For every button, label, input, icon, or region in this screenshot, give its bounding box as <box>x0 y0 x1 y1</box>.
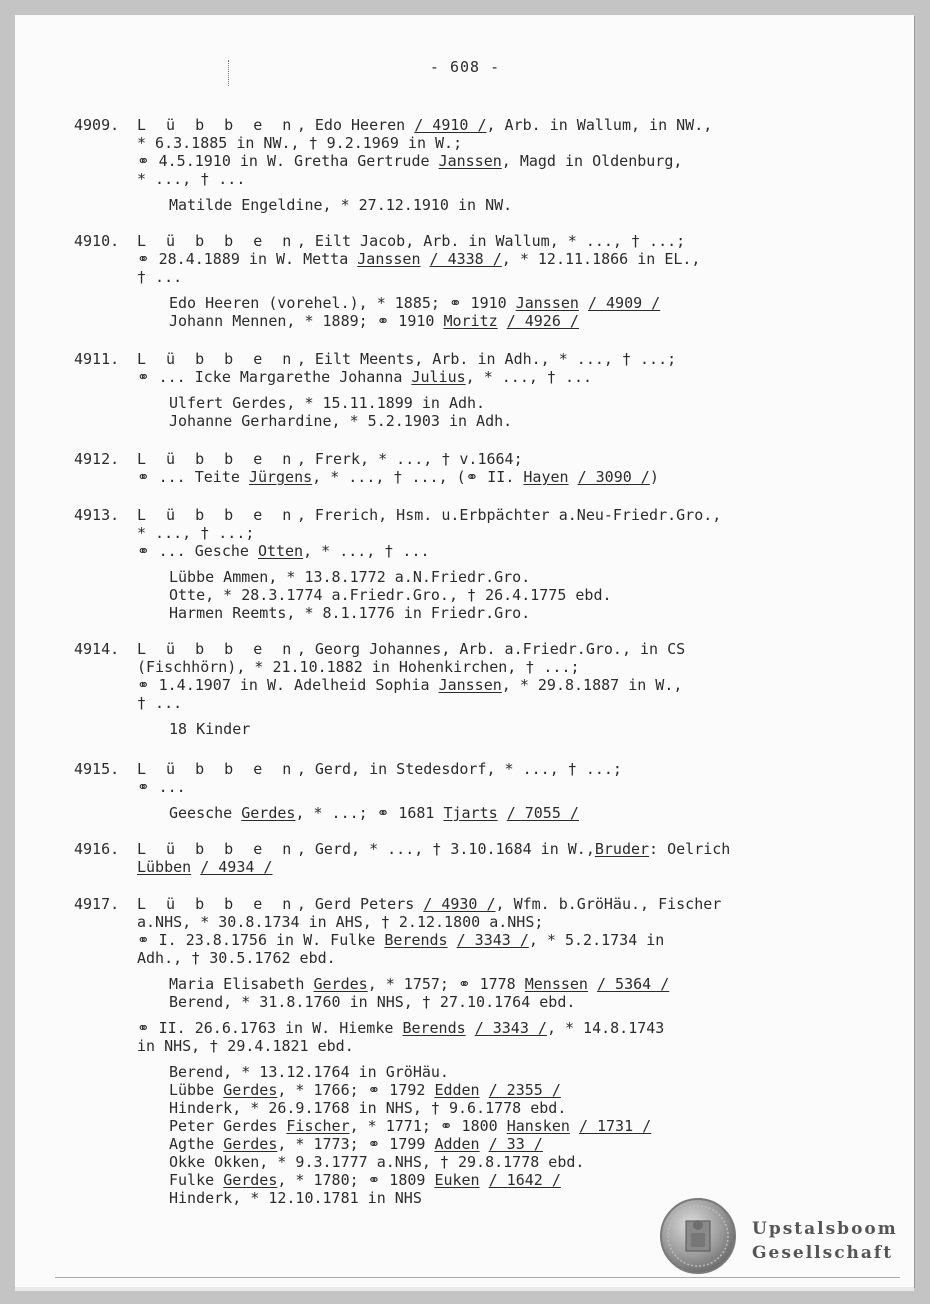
text-line <box>137 676 685 694</box>
text-line: in NHS, † 29.4.1821 ebd. <box>137 1037 354 1055</box>
family-name: L ü b b e n <box>137 232 297 250</box>
linked-surname: Gerdes <box>223 1135 278 1153</box>
text-fragment: , Wfm. b.GröHäu., Fischer <box>495 895 722 913</box>
text-line: Hinderk, * 12.10.1781 in NHS <box>169 1189 422 1207</box>
text-line: * ..., † ... <box>137 170 246 188</box>
text-fragment: Peter Gerdes <box>169 1117 287 1135</box>
text-line: Hinderk, * 26.9.1768 in NHS, † 9.6.1778 ebd. <box>169 1099 567 1117</box>
text-fragment <box>569 468 578 486</box>
text-fragment: , * 12.11.1866 in EL., <box>501 250 701 268</box>
text-fragment: , Georg Johannes, Arb. a.Friedr.Gro., in CS <box>296 640 686 658</box>
children-list <box>169 568 721 622</box>
children-list-second-marriage <box>169 1063 721 1207</box>
text-fragment: ⚭ 28.4.1889 in W. Metta <box>137 250 358 268</box>
text-fragment: , * 1771; ⚭ 1800 <box>349 1117 507 1135</box>
entry-body <box>137 232 700 330</box>
text-fragment: , * 14.8.1743 <box>546 1019 665 1037</box>
text-fragment: , Frerich, Hsm. u.Erbpächter a.Neu-Friedr.Gro., <box>296 506 722 524</box>
text-line <box>137 450 659 468</box>
cross-reference: / 4910 / <box>414 116 487 134</box>
society-name-line1: Upstalsboom <box>752 1219 898 1239</box>
text-line: Ulfert Gerdes, * 15.11.1899 in Adh. <box>169 394 486 412</box>
text-line <box>169 1135 721 1153</box>
children-list <box>169 804 622 822</box>
entry-body <box>137 506 721 622</box>
cross-reference: / 7055 / <box>506 804 579 822</box>
cross-reference: / 3090 / <box>577 468 650 486</box>
text-fragment: , Arb. in Wallum, in NW., <box>486 116 713 134</box>
linked-surname: Moritz <box>443 312 498 330</box>
family-name: L ü b b e n <box>137 116 297 134</box>
linked-surname: Gerdes <box>223 1171 278 1189</box>
text-fragment: , * 29.8.1887 in W., <box>501 676 683 694</box>
text-line <box>137 931 721 949</box>
text-line: Lübbe Ammen, * 13.8.1772 a.N.Friedr.Gro. <box>169 568 531 586</box>
text-line <box>137 152 712 170</box>
text-line <box>137 506 721 524</box>
linked-surname: Euken <box>434 1171 480 1189</box>
text-fragment: , Gerd Peters <box>296 895 424 913</box>
linked-surname: Hansken <box>506 1117 570 1135</box>
family-name: L ü b b e n <box>137 760 297 778</box>
entry-number: 4916. <box>74 840 120 858</box>
text-fragment: ⚭ ... Gesche <box>137 542 258 560</box>
text-fragment: Geesche <box>169 804 242 822</box>
society-name <box>752 1217 898 1265</box>
text-line <box>169 1117 721 1135</box>
text-fragment: Edo Heeren (vorehel.), * 1885; ⚭ 1910 <box>169 294 516 312</box>
entry-number: 4915. <box>74 760 120 778</box>
text-fragment: : Oelrich <box>649 840 731 858</box>
entry-body <box>137 840 730 876</box>
text-line: Johanne Gerhardine, * 5.2.1903 in Adh. <box>169 412 513 430</box>
text-line <box>137 468 659 486</box>
linked-surname: Janssen <box>438 676 502 694</box>
frame-edge <box>15 1287 914 1291</box>
linked-surname: Edden <box>434 1081 480 1099</box>
cross-reference: / 4934 / <box>200 858 273 876</box>
text-fragment: ⚭ ... Icke Margarethe Johanna <box>137 368 412 386</box>
children-list <box>169 196 712 214</box>
page-number: - 608 - <box>429 58 501 76</box>
linked-surname: Janssen <box>438 152 502 170</box>
linked-surname: Gerdes <box>241 804 296 822</box>
text-line: † ... <box>137 268 183 286</box>
text-line <box>137 368 676 386</box>
text-fragment <box>448 931 457 949</box>
text-line <box>169 294 700 312</box>
text-fragment: , * 1766; ⚭ 1792 <box>277 1081 435 1099</box>
entry-number: 4913. <box>74 506 120 524</box>
text-fragment: ⚭ 4.5.1910 in W. Gretha Gertrude <box>137 152 439 170</box>
text-fragment: , * ...; ⚭ 1681 <box>295 804 444 822</box>
text-line: Berend, * 31.8.1760 in NHS, † 27.10.1764 ebd. <box>169 993 576 1011</box>
linked-surname: Janssen <box>357 250 421 268</box>
text-fragment: , Edo Heeren <box>296 116 415 134</box>
text-fragment: , Magd in Oldenburg, <box>501 152 683 170</box>
text-fragment: , * 1757; ⚭ 1778 <box>367 975 525 993</box>
linked-surname: Tjarts <box>443 804 498 822</box>
text-line <box>137 640 685 658</box>
children-list <box>169 975 721 1011</box>
text-line: * 6.3.1885 in NW., † 9.2.1969 in W.; <box>137 134 463 152</box>
family-name: L ü b b e n <box>137 450 297 468</box>
text-line: Berend, * 13.12.1764 in GröHäu. <box>169 1063 449 1081</box>
family-name: L ü b b e n <box>137 640 297 658</box>
linked-surname: Lübben <box>137 858 192 876</box>
society-name-line2: Gesellschaft <box>752 1243 894 1263</box>
linked-surname: Janssen <box>515 294 579 312</box>
text-fragment: , * 5.2.1734 in <box>528 931 665 949</box>
entry-body <box>137 760 622 822</box>
entry-number: 4910. <box>74 232 120 250</box>
text-fragment: , * 1773; ⚭ 1799 <box>277 1135 435 1153</box>
text-fragment: , * ..., † ... <box>303 542 430 560</box>
linked-surname: Bruder <box>594 840 650 858</box>
cross-reference: / 3343 / <box>456 931 529 949</box>
text-line <box>169 1081 721 1099</box>
text-fragment: ⚭ I. 23.8.1756 in W. Fulke <box>137 931 385 949</box>
family-name: L ü b b e n <box>137 895 297 913</box>
linked-surname: Gerdes <box>223 1081 278 1099</box>
text-fragment: , * 1780; ⚭ 1809 <box>277 1171 435 1189</box>
entry-number: 4912. <box>74 450 120 468</box>
linked-surname: Menssen <box>524 975 588 993</box>
text-line: Harmen Reemts, * 8.1.1776 in Friedr.Gro. <box>169 604 531 622</box>
family-name: L ü b b e n <box>137 350 297 368</box>
entry-number: 4909. <box>74 116 120 134</box>
bottom-rule <box>55 1277 900 1278</box>
children-list <box>169 720 685 738</box>
text-fragment: , Gerd, * ..., † 3.10.1684 in W., <box>296 840 595 858</box>
text-line <box>137 1019 721 1037</box>
cross-reference: / 33 / <box>488 1135 543 1153</box>
linked-surname: Berends <box>402 1019 466 1037</box>
children-list <box>169 294 700 330</box>
entry-number: 4917. <box>74 895 120 913</box>
text-line <box>137 232 700 250</box>
cross-reference: / 3343 / <box>474 1019 547 1037</box>
text-fragment <box>480 1171 489 1189</box>
entry-body <box>137 116 712 214</box>
linked-surname: Fischer <box>286 1117 350 1135</box>
text-fragment <box>498 804 507 822</box>
cross-reference: / 4909 / <box>587 294 661 312</box>
text-fragment: , Eilt Meents, Arb. in Adh., * ..., † ...; <box>296 350 677 368</box>
text-fragment <box>480 1081 489 1099</box>
entry-body <box>137 895 721 1207</box>
text-fragment: , Frerk, * ..., † v.1664; <box>296 450 523 468</box>
text-fragment <box>480 1135 489 1153</box>
seal-logo-icon <box>659 1197 737 1279</box>
text-line: Adh., † 30.5.1762 ebd. <box>137 949 336 967</box>
cross-reference: / 4926 / <box>506 312 579 330</box>
text-fragment: , * ..., † ..., (⚭ II. <box>312 468 524 486</box>
text-fragment <box>570 1117 579 1135</box>
text-line <box>169 312 700 330</box>
text-fragment <box>588 975 597 993</box>
family-name: L ü b b e n <box>137 840 297 858</box>
text-fragment <box>579 294 588 312</box>
text-fragment: , * ..., † ... <box>465 368 593 386</box>
cross-reference: / 1731 / <box>578 1117 652 1135</box>
linked-surname: Julius <box>411 368 466 386</box>
text-line <box>137 542 721 560</box>
text-line: * ..., † ...; <box>137 524 255 542</box>
text-fragment: Agthe <box>169 1135 224 1153</box>
text-line <box>137 350 676 368</box>
text-fragment <box>498 312 507 330</box>
text-fragment: ⚭ ... Teite <box>137 468 249 486</box>
text-line: † ... <box>137 694 183 712</box>
text-line: (Fischhörn), * 21.10.1882 in Hohenkirchen, † ...; <box>137 658 580 676</box>
entry-number: 4911. <box>74 350 120 368</box>
text-line <box>137 858 730 876</box>
text-fragment: Fulke <box>169 1171 224 1189</box>
linked-surname: Jürgens <box>248 468 313 486</box>
cross-reference: / 4338 / <box>429 250 502 268</box>
text-line: a.NHS, * 30.8.1734 in AHS, † 2.12.1800 a.NHS; <box>137 913 544 931</box>
text-fragment: ⚭ II. 26.6.1763 in W. Hiemke <box>137 1019 403 1037</box>
second-marriage <box>137 1019 721 1055</box>
text-fragment <box>191 858 200 876</box>
text-line <box>137 760 622 778</box>
text-line <box>137 840 730 858</box>
text-line: Otte, * 28.3.1774 a.Friedr.Gro., † 26.4.1775 ebd. <box>169 586 612 604</box>
text-line <box>169 975 721 993</box>
family-name: L ü b b e n <box>137 506 297 524</box>
entry-body <box>137 350 676 430</box>
text-line: Okke Okken, * 9.3.1777 a.NHS, † 29.8.1778 ebd. <box>169 1153 585 1171</box>
cross-reference: / 2355 / <box>488 1081 561 1099</box>
text-fragment <box>421 250 430 268</box>
entry-body <box>137 640 685 738</box>
text-line <box>169 1171 721 1189</box>
cross-reference: / 1642 / <box>488 1171 561 1189</box>
text-fragment: Maria Elisabeth <box>169 975 314 993</box>
text-line <box>169 804 622 822</box>
text-line: Matilde Engeldine, * 27.12.1910 in NW. <box>169 196 513 214</box>
linked-surname: Gerdes <box>313 975 368 993</box>
linked-surname: Adden <box>434 1135 480 1153</box>
cross-reference: / 5364 / <box>597 975 670 993</box>
children-list <box>169 394 676 430</box>
text-fragment: , Gerd, in Stedesdorf, * ..., † ...; <box>296 760 622 778</box>
entry-body <box>137 450 659 486</box>
entry-number: 4914. <box>74 640 120 658</box>
text-fragment: ⚭ 1.4.1907 in W. Adelheid Sophia <box>137 676 439 694</box>
text-line <box>137 116 712 134</box>
linked-surname: Otten <box>257 542 304 560</box>
linked-surname: Berends <box>384 931 448 949</box>
text-fragment: Lübbe <box>169 1081 224 1099</box>
text-fragment: Johann Mennen, * 1889; ⚭ 1910 <box>169 312 444 330</box>
text-line: ⚭ ... <box>137 778 186 796</box>
text-fragment <box>466 1019 475 1037</box>
text-line <box>137 250 700 268</box>
text-line: 18 Kinder <box>169 720 251 738</box>
linked-surname: Hayen <box>523 468 569 486</box>
cross-reference: / 4930 / <box>423 895 496 913</box>
text-line <box>137 895 721 913</box>
text-fragment: , Eilt Jacob, Arb. in Wallum, * ..., † ...; <box>296 232 686 250</box>
text-fragment: ) <box>649 468 659 486</box>
